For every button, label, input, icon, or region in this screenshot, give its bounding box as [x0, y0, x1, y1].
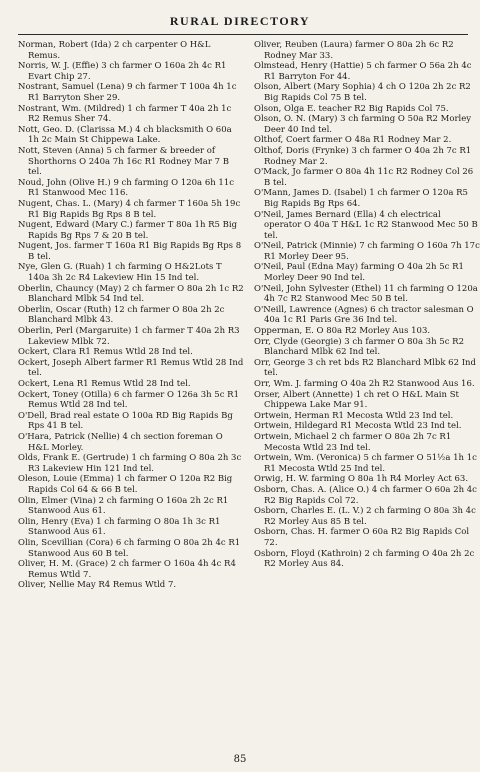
- directory-entry: Orwig, H. W. farming O 80a 1h R4 Morley Act 63.: [254, 474, 469, 485]
- directory-entry: O'Hara, Patrick (Nellie) 4 ch section foreman O H&L Morley.: [18, 431, 223, 453]
- directory-entry: Ockert, Lena R1 Remus Wtld 28 Ind tel.: [18, 379, 191, 389]
- directory-entry: Olin, Elmer (Vina) 2 ch farming O 160a 2h 2c R1 Stanwood Aus 61.: [18, 495, 229, 517]
- directory-entry: Oberlin, Chauncy (May) 2 ch farmer O 80a 2h 1c R2 Blanchard Mlbk 54 Ind tel.: [18, 283, 244, 305]
- header-rule: [18, 34, 468, 35]
- directory-entry: Olson, Albert (Mary Sophia) 4 ch O 120a 2h 2c R2 Big Rapids Col 75 B tel.: [254, 82, 471, 103]
- directory-entry: Olin, Henry (Eva) 1 ch farming O 80a 1h 3c R1 Stanwood Aus 61.: [18, 516, 221, 538]
- directory-entry: Nye, Glen G. (Ruah) 1 ch farming O H&2Lots T 140a 3h 2c R4 Lakeview Hin 15 Ind tel.: [18, 262, 222, 284]
- directory-entry: Osborn, Floyd (Kathroin) 2 ch farming O 40a 2h 2c R2 Morley Aus 84.: [254, 548, 475, 570]
- directory-entry: Olmstead, Henry (Hattie) 5 ch farmer O 56a 2h 4c R1 Barryton For 44.: [254, 61, 472, 82]
- directory-entry: Orser, Albert (Annette) 1 ch ret O H&L Main St Chippewa Lake Mar 91.: [254, 389, 459, 411]
- directory-entry: Oberlin, Oscar (Ruth) 12 ch farmer O 80a 2h 2c Blanchard Mlbk 43.: [18, 304, 225, 326]
- directory-entry: Oberlin, Perl (Margaruite) 1 ch farmer T 40a 2h R3 Lakeview Mlbk 72.: [18, 326, 240, 347]
- page-header-title: RURAL DIRECTORY: [169, 14, 311, 28]
- directory-entry: Norris, W. J. (Effie) 3 ch farmer O 160a 2h 4c R1 Evart Chip 27.: [18, 61, 227, 82]
- directory-entry: O'Neil, James Bernard (Ella) 4 ch electrical operator O 40a T H&L 1c R2 Stanwood Mec 50 B tel.: [254, 209, 478, 241]
- directory-entry: Olin, Scevillian (Cora) 6 ch farming O 80a 2h 4c R1 Stanwood Aus 60 B tel.: [18, 537, 241, 559]
- directory-entry: Opperman, E. O 80a R2 Morley Aus 103.: [254, 326, 431, 337]
- directory-entry: Nugent, Chas. L. (Mary) 4 ch farmer T 160a 5h 19c R1 Big Rapids Bg Rps 8 B tel.: [18, 198, 241, 220]
- directory-entry: Olthof, Coert farmer O 48a R1 Rodney Mar 2.: [254, 135, 452, 146]
- page-number: 85: [233, 754, 247, 765]
- directory-entry: Nostrant, Samuel (Lena) 9 ch farmer T 100a 4h 1c R1 Barryton Sher 29.: [18, 82, 237, 103]
- directory-entry: Oliver, Reuben (Laura) farmer O 80a 2h 6c R2 Rodney Mar 33.: [254, 40, 454, 61]
- directory-entry: Ortwein, Wm. (Veronica) 5 ch farmer O 51½a 1h 1c R1 Mecosta Wtld 25 Ind tel.: [254, 453, 477, 474]
- directory-entry: Orr, George 3 ch ret bds R2 Blanchard Mlbk 62 Ind tel.: [254, 357, 476, 379]
- directory-entry: Ockert, Clara R1 Remus Wtld 28 Ind tel.: [18, 347, 193, 358]
- directory-entry: Nott, Steven (Anna) 5 ch farmer & breeder of Shorthorns O 240a 7h 16c R1 Rodney Mar 7 B tel.: [18, 145, 229, 178]
- directory-entry: O'Neil, Patrick (Minnie) 7 ch farming O 160a 7h 17c R1 Morley Deer 95.: [254, 241, 480, 262]
- directory-entry: Norman, Robert (Ida) 2 ch carpenter O H&L Remus.: [18, 40, 211, 61]
- directory-entry: Osborn, Chas. A. (Alice O.) 4 ch farmer O 60a 2h 4c R2 Big Rapids Col 72.: [254, 484, 477, 506]
- directory-entry: O'Neill, Lawrence (Agnes) 6 ch tractor salesman O 40a 1c R1 Paris Gre 36 Ind tel.: [254, 304, 474, 326]
- directory-entry: Nugent, Edward (Mary C.) farmer T 80a 1h R5 Big Rapids Bg Rps 7 & 20 B tel.: [18, 220, 238, 241]
- directory-entry: Oleson, Louie (Emma) 1 ch farmer O 120a R2 Big Rapids Col 64 & 66 B tel.: [18, 474, 233, 495]
- directory-entry: Noud, John (Olive H.) 9 ch farming O 120a 6h 11c R1 Stanwood Mec 116.: [18, 177, 234, 199]
- directory-entry: O'Neil, Paul (Edna May) farming O 40a 2h 5c R1 Morley Deer 90 Ind tel.: [254, 262, 464, 284]
- directory-entry: Nugent, Jos. farmer T 160a R1 Big Rapids Bg Rps 8 B tel.: [18, 241, 242, 262]
- directory-entry: Oliver, H. M. (Grace) 2 ch farmer O 160a 4h 4c R4 Remus Wtld 7.: [18, 559, 236, 580]
- directory-entry: Orr, Clyde (Georgie) 3 ch farmer O 80a 3h 5c R2 Blanchard Mlbk 62 Ind tel.: [254, 336, 464, 358]
- directory-entry: Olds, Frank E. (Gertrude) 1 ch farming O 80a 2h 3c R3 Lakeview Hin 121 Ind tel.: [18, 453, 242, 474]
- directory-entry: O'Mann, James D. (Isabel) 1 ch farmer O 120a R5 Big Rapids Bg Rps 64.: [254, 188, 468, 209]
- directory-entry: Nott, Geo. D. (Clarissa M.) 4 ch blacksmith O 60a 1h 2c Main St Chippewa Lake.: [18, 124, 232, 146]
- right-column: [254, 40, 480, 570]
- directory-entry: Olson, O. N. (Mary) 3 ch farming O 50a R2 Morley Deer 40 Ind tel.: [254, 114, 472, 135]
- directory-entry: Nostrant, Wm. (Mildred) 1 ch farmer T 40a 2h 1c R2 Remus Sher 74.: [18, 103, 232, 125]
- directory-entry: Olthof, Doris (Frynke) 3 ch farmer O 40a 2h 7c R1 Rodney Mar 2.: [254, 145, 472, 167]
- directory-entry: Ockert, Joseph Albert farmer R1 Remus Wtld 28 Ind tel.: [18, 357, 244, 379]
- directory-entry: Oliver, Nellie May R4 Remus Wtld 7.: [18, 580, 177, 591]
- left-column: [18, 40, 244, 591]
- directory-entry: O'Dell, Brad real estate O 100a RD Big Rapids Bg Rps 41 B tel.: [18, 410, 233, 432]
- directory-entry: O'Mack, Jo farmer O 80a 4h 11c R2 Rodney Col 26 B tel.: [254, 167, 474, 188]
- directory-entry: Olson, Olga E. teacher R2 Big Rapids Col 75.: [254, 103, 449, 114]
- directory-entry: O'Neil, John Sylvester (Ethel) 11 ch farming O 120a 4h 7c R2 Stanwood Mec 50 B tel.: [254, 283, 478, 305]
- directory-entry: Ortwein, Michael 2 ch farmer O 80a 2h 7c R1 Mecosta Wtld 23 Ind tel.: [254, 431, 452, 453]
- directory-entry: Orr, Wm. J. farming O 40a 2h R2 Stanwood Aus 16.: [254, 379, 475, 389]
- directory-entry: Osborn, Chas. H. farmer O 60a R2 Big Rapids Col 72.: [254, 527, 470, 548]
- directory-entry: Ortwein, Herman R1 Mecosta Wtld 23 Ind tel.: [254, 410, 454, 421]
- directory-entry: Ortwein, Hildegard R1 Mecosta Wtld 23 Ind tel.: [254, 421, 462, 432]
- directory-entry: Ockert, Toney (Otilla) 6 ch farmer O 126a 3h 5c R1 Remus Wtld 28 Ind tel.: [18, 389, 239, 411]
- directory-entry: Osborn, Charles E. (L. V.) 2 ch farming O 80a 3h 4c R2 Morley Aus 85 B tel.: [254, 506, 476, 527]
